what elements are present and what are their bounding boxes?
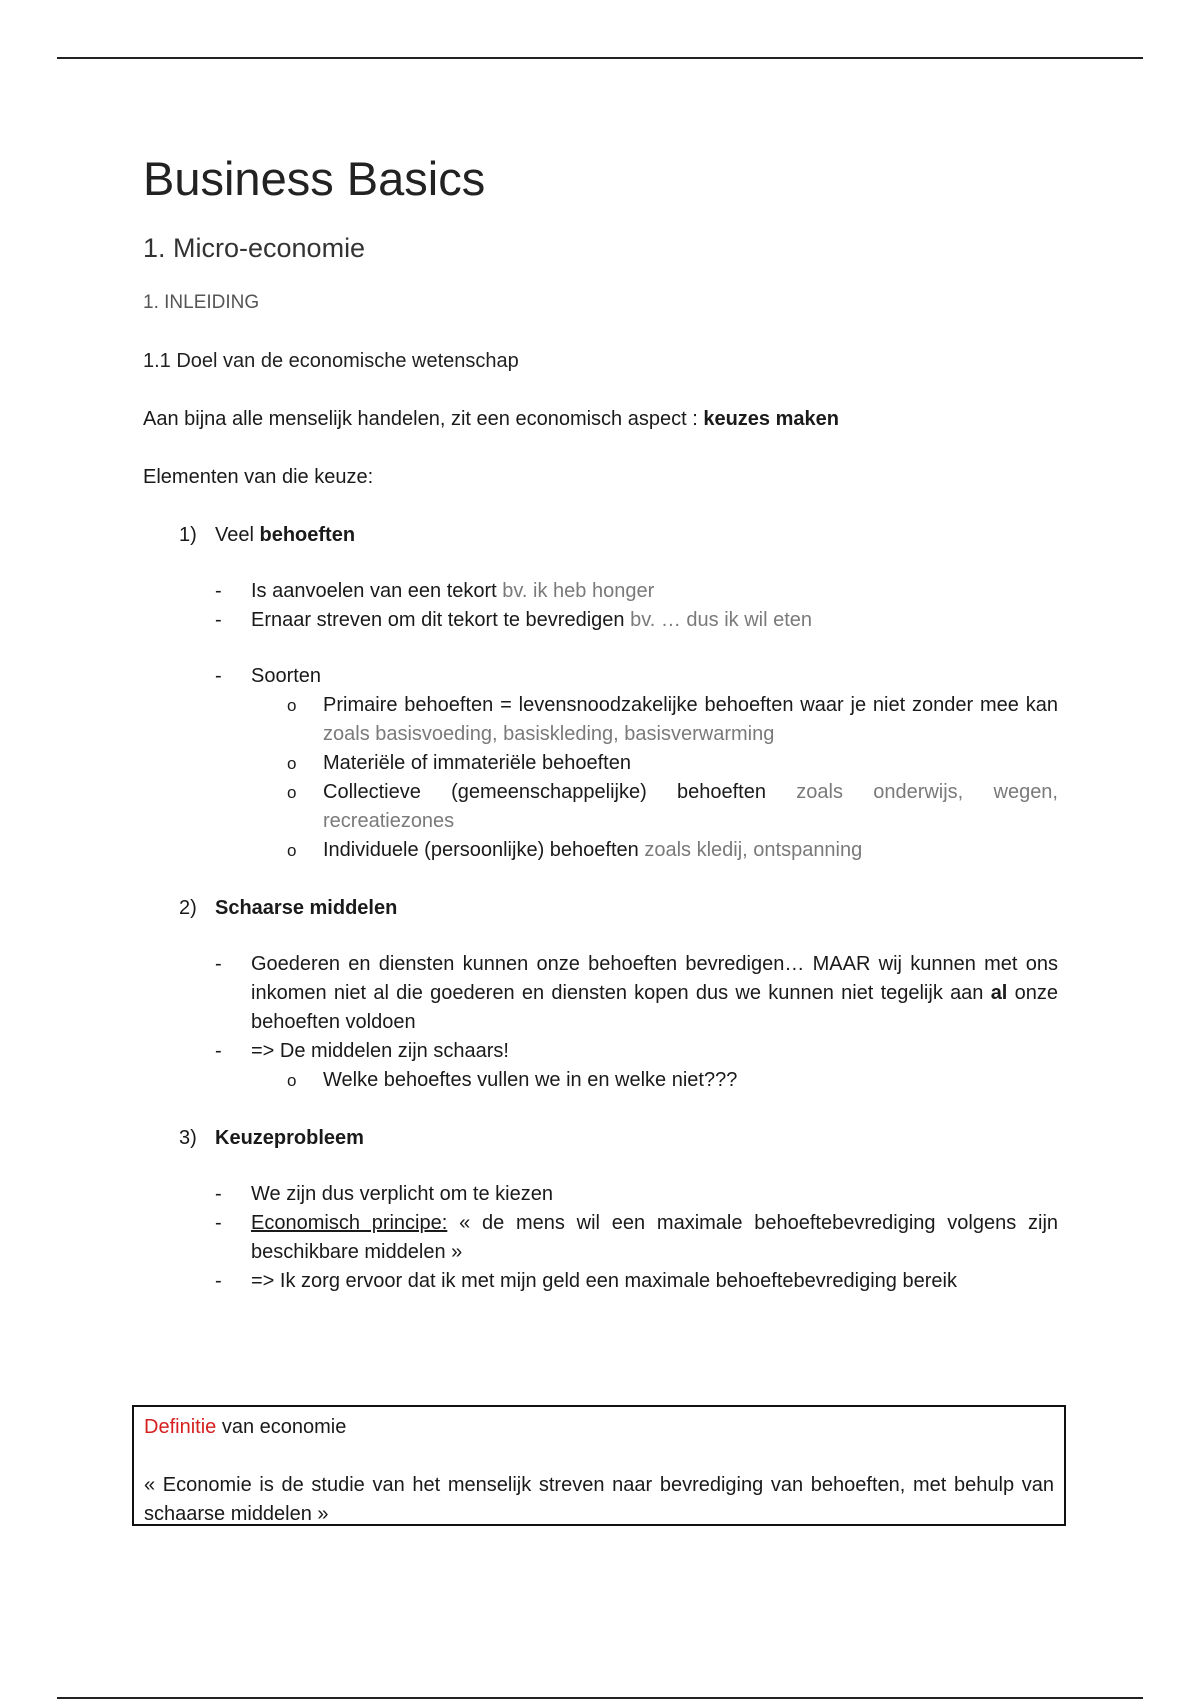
dash-marker: -: [215, 580, 222, 602]
bullet-text: => Ik zorg ervoor dat ik met mijn geld een maximale behoeftebevrediging bereik: [251, 1270, 957, 1292]
list-number: 1): [179, 524, 197, 546]
sub-bullet-item: [143, 778, 1058, 836]
sub-bullet-item: [143, 691, 1058, 749]
list-item-3-title: Keuzeprobleem: [215, 1127, 364, 1149]
bullet-text: Is aanvoelen van een tekort: [251, 580, 503, 602]
section-heading: 1. INLEIDING: [143, 292, 260, 313]
definition-keyword: Definitie: [144, 1416, 217, 1438]
definition-box: [132, 1405, 1066, 1526]
bullet-item: [143, 950, 1058, 1037]
principle-label: Economisch principe:: [251, 1212, 448, 1234]
bullet-item: [143, 606, 1058, 635]
list-item-2-title: Schaarse middelen: [215, 897, 398, 919]
bullet-bold: al: [990, 982, 1008, 1004]
sub-bullet-text: Welke behoeftes vullen we in en welke niet???: [323, 1069, 738, 1091]
document-page: [143, 140, 1058, 1296]
sub-bullet-text: Primaire behoeften = levensnoodzakelijke behoeften waar je niet zonder mee kan: [323, 694, 1058, 716]
header-rule: [57, 57, 1143, 59]
dash-marker: -: [215, 1183, 222, 1205]
circle-marker: o: [287, 783, 297, 802]
bullet-text: We zijn dus verplicht om te kiezen: [251, 1183, 553, 1205]
definition-heading: [144, 1413, 1054, 1442]
list-number: 3): [179, 1127, 197, 1149]
dash-marker: -: [215, 1212, 222, 1234]
dash-marker: -: [215, 609, 222, 631]
bullet-item: [143, 662, 1058, 691]
subsection-heading: 1.1 Doel van de economische wetenschap: [143, 350, 519, 372]
example-text: bv. ik heb honger: [502, 580, 655, 602]
bullet-item: [143, 577, 1058, 606]
list-item-1-prefix: Veel: [215, 524, 260, 546]
sub-bullet-item: [143, 1066, 1058, 1095]
dash-marker: -: [215, 665, 222, 687]
dash-marker: -: [215, 953, 222, 975]
intro-bold: keuzes maken: [703, 408, 839, 430]
example-text: bv. … dus ik wil eten: [630, 609, 813, 631]
circle-marker: o: [287, 754, 297, 773]
bullet-item: [143, 1267, 1058, 1296]
bullet-text: Goederen en diensten kunnen onze behoeften bevredigen… MAAR wij kunnen met ons inkomen niet al die goederen en diensten kopen dus we kunnen niet tegelijk aan: [251, 953, 1058, 1004]
list-item-1-title: behoeften: [259, 524, 356, 546]
definition-quote: « Economie is de studie van het menselijk streven naar bevrediging van behoeften, met behulp van schaarse middelen »: [144, 1474, 1054, 1525]
footer-rule: [57, 1697, 1143, 1699]
chapter-heading: 1. Micro-economie: [143, 233, 366, 263]
dash-marker: -: [215, 1270, 222, 1292]
intro-text: Aan bijna alle menselijk handelen, zit een economisch aspect :: [143, 408, 704, 430]
document-title: Business Basics: [143, 152, 486, 205]
list-item-1: [143, 520, 1058, 550]
elements-label: Elementen van die keuze:: [143, 466, 374, 488]
bullet-text: onze behoeften voldoen: [251, 982, 1058, 1033]
sub-bullet-text: Materiële of immateriële behoeften: [323, 752, 631, 774]
bullet-item: [143, 1180, 1058, 1209]
bullet-item: [143, 1037, 1058, 1066]
bullet-text: Soorten: [251, 665, 322, 687]
example-text: zoals onderwijs, wegen, recreatiezones: [323, 781, 1058, 832]
bullet-item: [143, 1209, 1058, 1267]
bullet-text: => De middelen zijn schaars!: [251, 1040, 509, 1062]
dash-marker: -: [215, 1040, 222, 1062]
sub-bullet-text: Collectieve (gemeenschappelijke) behoeften: [323, 781, 797, 803]
list-item-3: [143, 1123, 1058, 1153]
intro-paragraph: [143, 404, 1058, 434]
bullet-text: « de mens wil een maximale behoeftebevrediging volgens zijn beschikbare middelen »: [251, 1212, 1059, 1263]
sub-bullet-item: [143, 749, 1058, 778]
sub-bullet-text: Individuele (persoonlijke) behoeften: [323, 839, 645, 861]
list-number: 2): [179, 897, 197, 919]
circle-marker: o: [287, 696, 297, 715]
example-text: zoals basisvoeding, basiskleding, basisverwarming: [323, 723, 775, 745]
sub-bullet-item: [143, 836, 1058, 865]
example-text: zoals kledij, ontspanning: [644, 839, 863, 861]
circle-marker: o: [287, 841, 297, 860]
bullet-text: Ernaar streven om dit tekort te bevredigen: [251, 609, 631, 631]
list-item-2: [143, 893, 1058, 923]
circle-marker: o: [287, 1071, 297, 1090]
definition-heading-text: van economie: [216, 1416, 347, 1438]
